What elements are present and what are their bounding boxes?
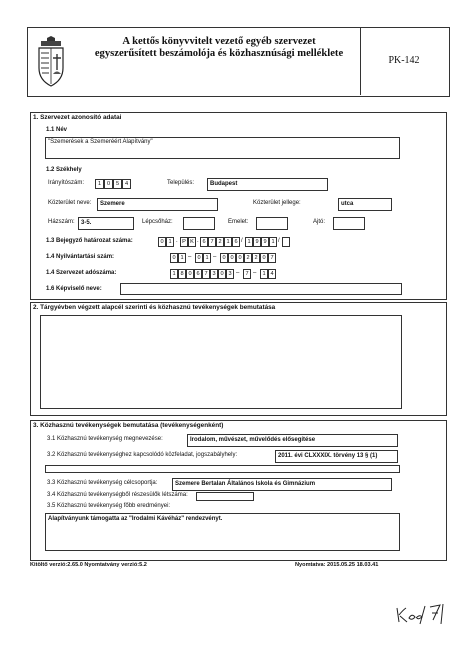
tax-number-cell[interactable]: 7: [243, 269, 251, 279]
registration-number-cell[interactable]: 2: [252, 253, 260, 263]
door-label: Ajtó:: [313, 219, 326, 225]
target-group-label: 3.3 Közhasznú tevékenység célcsoportja:: [47, 480, 158, 486]
registration-number-cell[interactable]: 0: [228, 253, 236, 263]
house-field[interactable]: 3-5.: [78, 217, 134, 230]
footer-print-date: Nyomtatva: 2015.05.25 18.03.41: [295, 562, 379, 568]
court-decision-cell[interactable]: 6: [232, 237, 240, 247]
court-decision-cell[interactable]: 0: [158, 237, 166, 247]
court-decision-label: 1.3 Bejegyző határozat száma:: [46, 238, 133, 244]
stair-label: Lépcsőház:: [142, 219, 173, 225]
tax-number-cell[interactable]: 1: [260, 269, 268, 279]
city-label: Település:: [167, 180, 195, 186]
stair-field[interactable]: [183, 217, 215, 230]
registration-number-cell[interactable]: 2: [244, 253, 252, 263]
court-decision-cell[interactable]: 1: [269, 237, 277, 247]
registration-number-cell[interactable]: 0: [236, 253, 244, 263]
tax-number-separator: –: [236, 270, 240, 276]
section2-title: 2. Tárgyévben végzett alapcél szerinti és közhasznú tevékenységek bemutatása: [33, 304, 276, 311]
registration-number-cell[interactable]: 7: [268, 253, 276, 263]
tax-number-cell[interactable]: 3: [210, 269, 218, 279]
registration-number-cell[interactable]: 1: [178, 253, 186, 263]
representative-label: 1.6 Képviselő neve:: [46, 286, 102, 292]
activities-textarea[interactable]: [40, 315, 402, 409]
city-field[interactable]: Budapest: [207, 178, 328, 191]
registration-number-cell[interactable]: 0: [170, 253, 178, 263]
zip-digit[interactable]: 4: [122, 179, 131, 189]
form-title-line1: A kettős könyvvitelt vezető egyéb szervezet: [122, 36, 316, 47]
results-field[interactable]: Alapítványunk támogatta az "Irodalmi Kávéház" rendezvényt.: [45, 513, 400, 551]
court-decision-cell[interactable]: 1: [245, 237, 253, 247]
street-type-field[interactable]: utca: [338, 198, 392, 211]
court-decision-cell[interactable]: K: [188, 237, 196, 247]
tax-number-cell[interactable]: 6: [194, 269, 202, 279]
tax-number-cell[interactable]: 0: [218, 269, 226, 279]
tax-number-cell[interactable]: 8: [178, 269, 186, 279]
court-decision-separator: .: [197, 238, 199, 244]
public-task-label: 3.2 Közhasznú tevékenységhez kapcsolódó közfeladat, jogszabályhely:: [47, 452, 238, 458]
registration-number-cell[interactable]: 1: [203, 253, 211, 263]
floor-field[interactable]: [256, 217, 288, 230]
tax-number-separator: –: [253, 270, 257, 276]
court-decision-cell[interactable]: 1: [166, 237, 174, 247]
court-decision-cell[interactable]: 6: [200, 237, 208, 247]
registration-number-cell[interactable]: 0: [195, 253, 203, 263]
form-title: [80, 36, 358, 60]
representative-field[interactable]: [120, 283, 402, 295]
court-decision-cell[interactable]: 1: [224, 237, 232, 247]
footer-version: Kitöltő verzió:2.65.0 Nyomtatvány verzió:5.2: [30, 562, 147, 568]
court-decision-separator: .: [176, 238, 178, 244]
hungarian-coat-of-arms-icon: [33, 36, 69, 88]
court-decision-separator: /: [278, 238, 280, 244]
handwritten-signature: [393, 598, 448, 628]
door-field[interactable]: [333, 217, 365, 230]
tax-number-label: 1.4 Szervezet adószáma:: [46, 270, 117, 276]
beneficiaries-label: 3.4 Közhasznú tevékenységből részesülők létszáma:: [47, 492, 188, 498]
results-label: 3.5 Közhasznú tevékenység főbb eredményei:: [47, 503, 171, 509]
street-type-label: Közterület jellege:: [253, 200, 301, 206]
court-decision-cell[interactable]: 2: [216, 237, 224, 247]
tax-number-cell[interactable]: 1: [170, 269, 178, 279]
tax-number-cell[interactable]: 0: [186, 269, 194, 279]
court-decision-cell[interactable]: P: [180, 237, 188, 247]
court-decision-separator: /: [241, 238, 243, 244]
court-decision-cell[interactable]: [282, 237, 290, 247]
target-group-field[interactable]: Szemere Bertalan Általános Iskola és Gimnázium: [172, 478, 392, 491]
street-label: Közterület neve:: [48, 200, 92, 206]
seat-label: 1.2 Székhely: [46, 167, 82, 173]
zip-digit[interactable]: 5: [113, 179, 122, 189]
activity-name-field[interactable]: Irodalom, művészet, művelődés elősegítése: [187, 434, 398, 447]
court-decision-cell[interactable]: 7: [208, 237, 216, 247]
court-decision-cell[interactable]: 9: [253, 237, 261, 247]
form-code: PK-142: [388, 55, 420, 66]
registration-number-separator: –: [213, 254, 217, 260]
floor-label: Emelet:: [228, 219, 249, 225]
registration-number-separator: –: [188, 254, 192, 260]
zip-label: Irányítószám:: [48, 180, 85, 186]
activity-name-label: 3.1 Közhasznú tevékenység megnevezése:: [47, 436, 163, 442]
section3-title: 3. Közhasznú tevékenységek bemutatása (tevékenységenként): [33, 422, 224, 429]
public-task-field[interactable]: 2011. évi CLXXXIX. törvény 13 § (1): [275, 450, 398, 463]
registration-number-cell[interactable]: 0: [260, 253, 268, 263]
house-label: Házszám:: [48, 219, 75, 225]
registration-number-cell[interactable]: 0: [220, 253, 228, 263]
name-field[interactable]: "Szemerések a Szemeréért Alapítvány": [45, 137, 400, 159]
beneficiaries-field[interactable]: [196, 492, 254, 501]
street-field[interactable]: Szemere: [97, 198, 218, 211]
tax-number-cell[interactable]: 4: [268, 269, 276, 279]
tax-number-cell[interactable]: 7: [202, 269, 210, 279]
zip-digit[interactable]: 1: [95, 179, 104, 189]
name-label: 1.1 Név: [46, 127, 68, 133]
public-task-extra-field[interactable]: [45, 465, 400, 473]
section1-title: 1. Szervezet azonosító adatai: [33, 114, 122, 121]
zip-digit[interactable]: 0: [104, 179, 113, 189]
court-decision-cell[interactable]: 9: [261, 237, 269, 247]
form-title-line2: egyszerűsített beszámolója és közhasznúsági melléklete: [94, 48, 344, 59]
tax-number-cell[interactable]: 3: [226, 269, 234, 279]
registration-number-label: 1.4 Nyilvántartási szám:: [46, 254, 115, 260]
